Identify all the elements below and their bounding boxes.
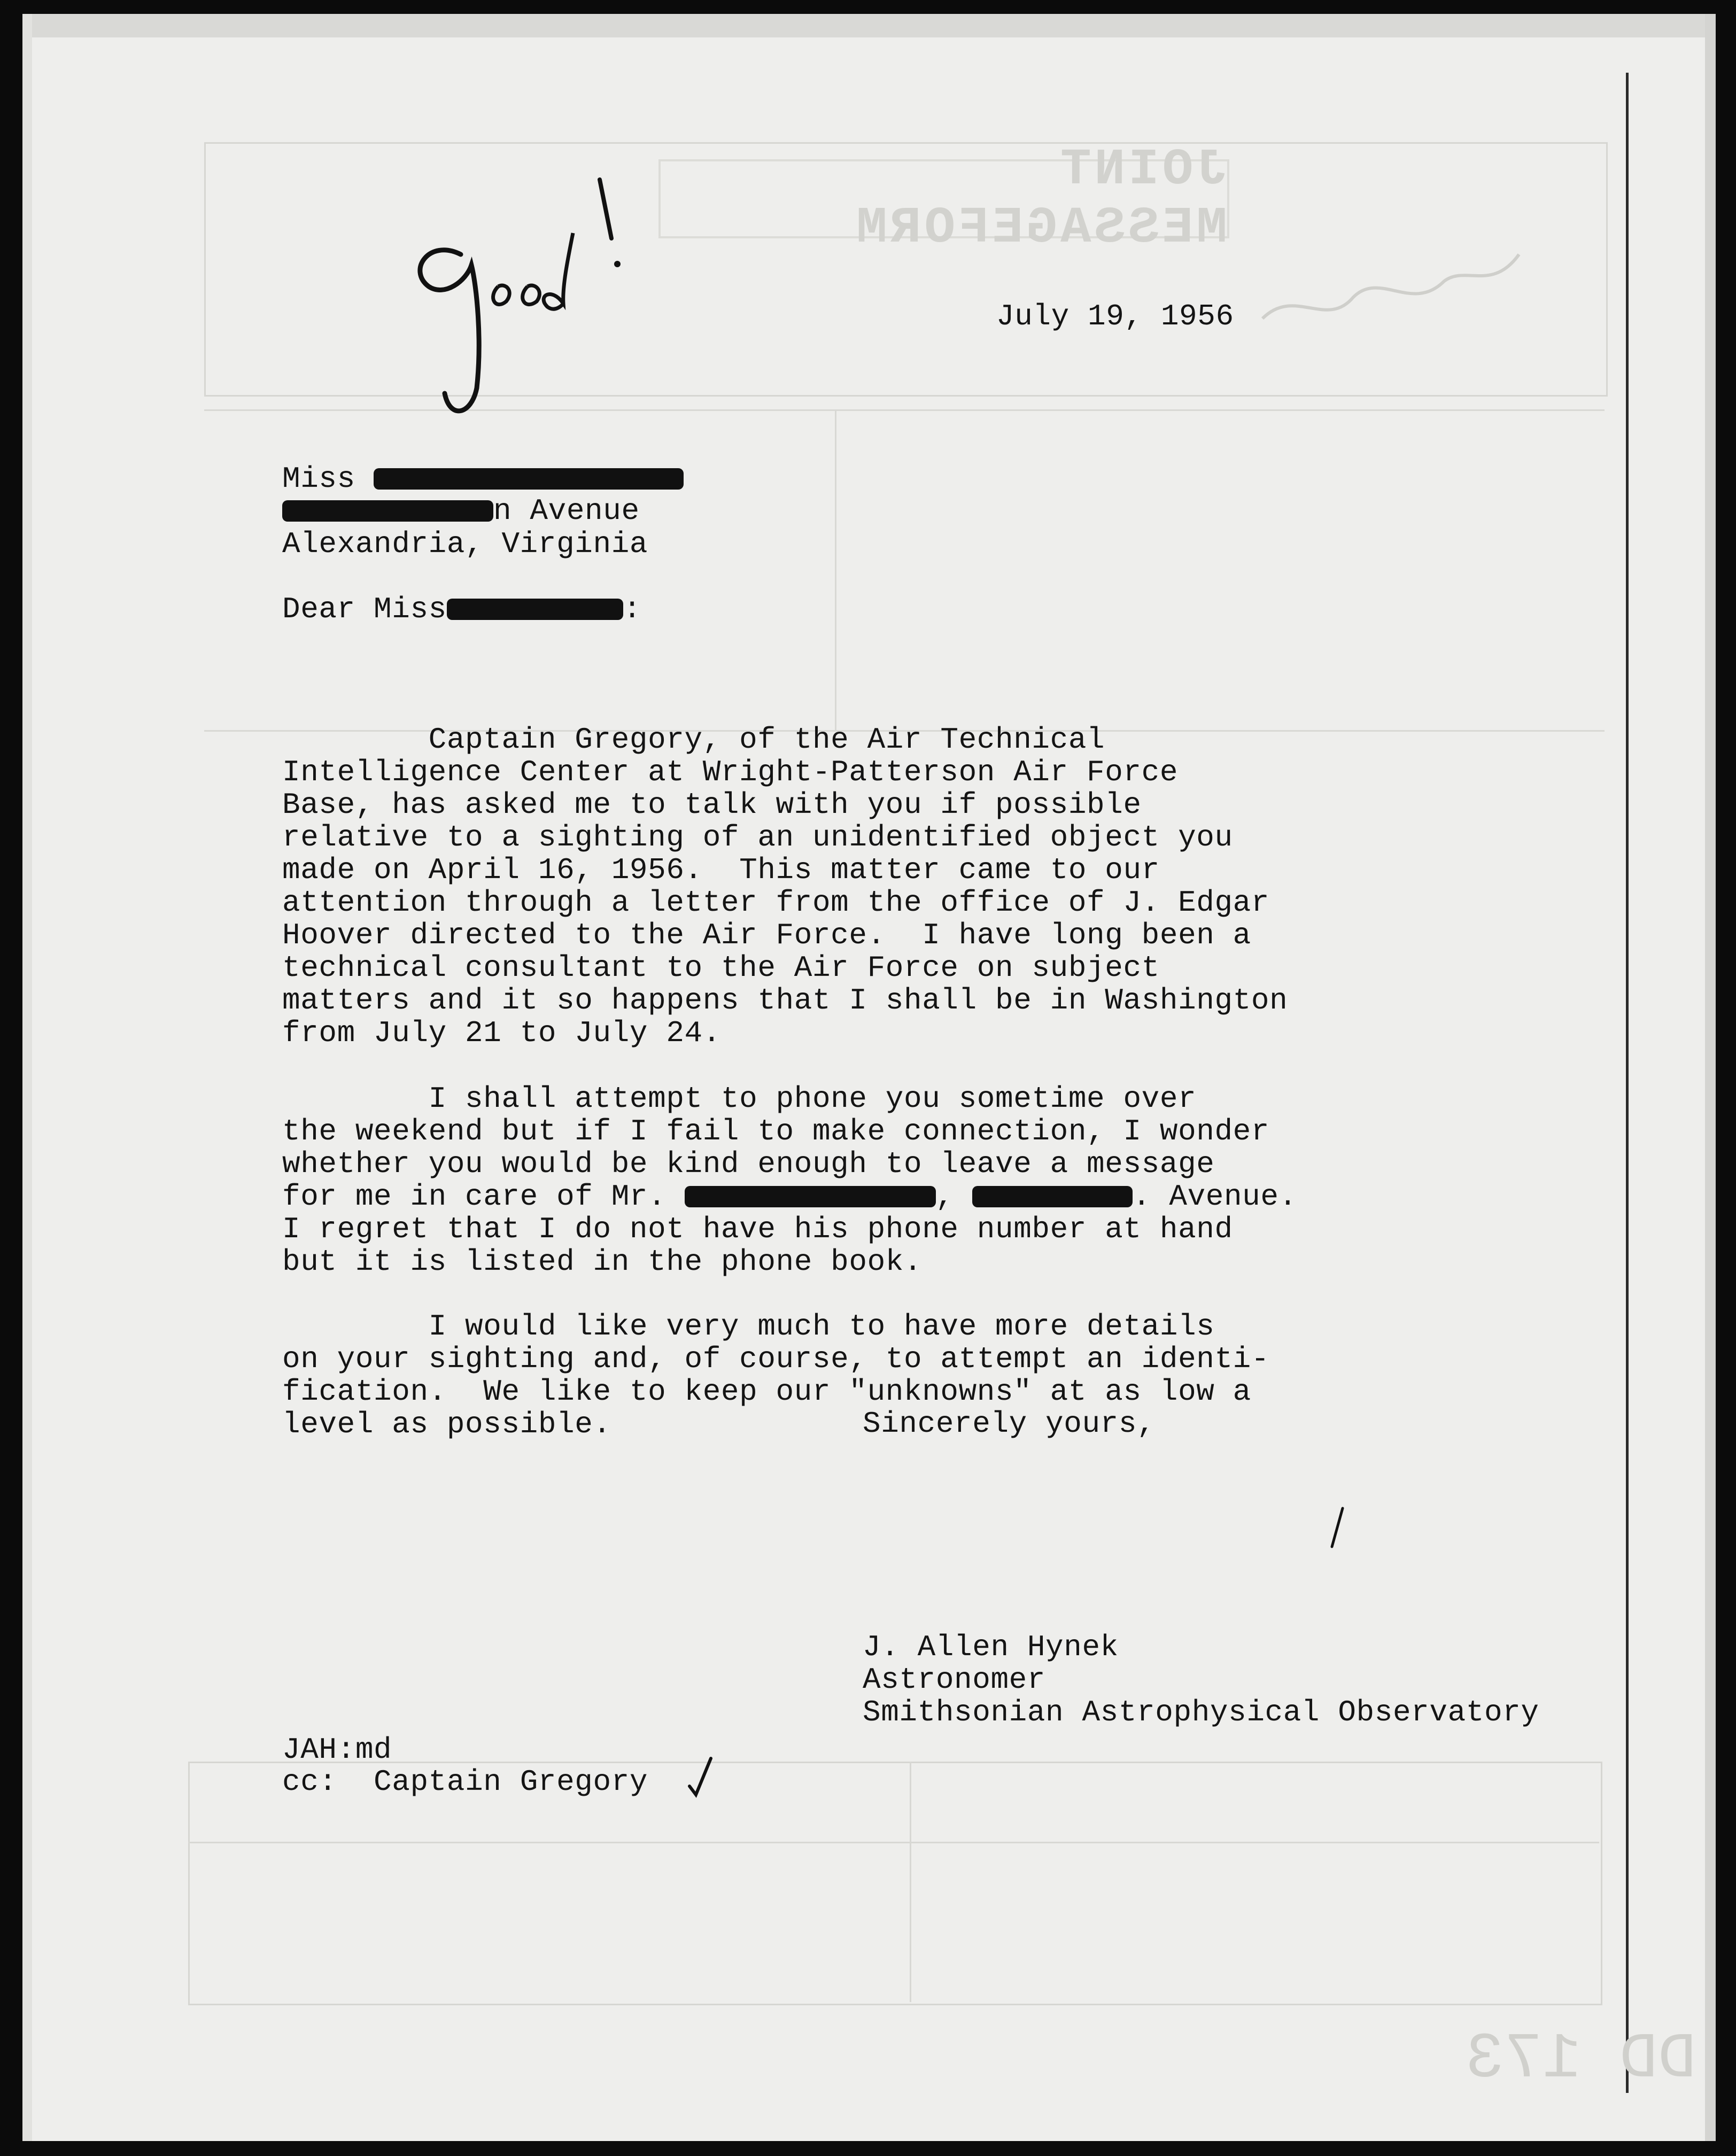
redacted-contact-name [685,1186,936,1207]
signer-institution: Smithsonian Astrophysical Observatory [863,1695,1539,1730]
paragraph-1-line: relative to a sighting of an unidentified object you [282,820,1233,855]
document-sheet [22,14,1716,2141]
paragraph-2-line: the weekend but if I fail to make connection, I wonder [282,1114,1270,1149]
greeting [282,593,641,625]
reference-initials: JAH:md [282,1733,392,1767]
pen-tick-mark [1327,1504,1348,1552]
care-of-start: for me in care of Mr. [282,1180,685,1214]
scan-border-line [1626,73,1629,2093]
paragraph-2-line: I regret that I do not have his phone number at hand [282,1212,1233,1246]
scan-left-edge [22,14,32,2141]
paragraph-3-line: fication. We like to keep our "unknowns" at as low a [282,1375,1251,1409]
ghost-form-rule [188,1842,1599,1843]
closing: Sincerely yours, [863,1407,1156,1441]
paragraph-1-line: technical consultant to the Air Force on subject [282,951,1160,985]
paragraph-1-line: attention through a letter from the office of J. Edgar [282,886,1270,920]
checkmark-icon [685,1754,717,1802]
street-suffix: n Avenue [493,494,640,528]
signer-name: J. Allen Hynek [863,1630,1119,1664]
paragraph-3-line: on your sighting and, of course, to attempt an identi- [282,1342,1270,1376]
recipient-city: Alexandria, Virginia [282,527,648,561]
care-of-mid: , [935,1180,972,1214]
letter-date: July 19, 1956 [996,299,1234,334]
paragraph-1-line: Base, has asked me to talk with you if possible [282,788,1142,822]
redacted-greeting-name [447,599,623,620]
scan-top-edge [22,14,1716,37]
signature-block [863,1566,1539,1794]
scan-right-edge [1705,14,1716,2141]
paragraph-3-line: I would like very much to have more details [282,1309,1215,1344]
ghost-form-heading: JOINT MESSAGEFORM [658,159,1229,238]
paragraph-1-line: made on April 16, 1956. This matter came to our [282,853,1160,887]
paragraph-3-line: level as possible. [282,1407,611,1441]
salutation-prefix: Miss [282,462,355,496]
recipient-line-2 [282,495,640,527]
paragraph-2-line: whether you would be kind enough to leave a message [282,1147,1215,1181]
cc-label: cc: [282,1765,337,1799]
paragraph-2-care-of-line [282,1181,1297,1213]
paragraph-1-line: from July 21 to July 24. [282,1016,721,1050]
care-of-end: . Avenue. [1132,1180,1297,1214]
recipient-line-1 [282,463,684,495]
greeting-text: Dear Miss [282,592,447,626]
paragraph-1-line: Hoover directed to the Air Force. I have long been a [282,918,1251,952]
paragraph-1-line: Intelligence Center at Wright-Patterson Air Force [282,755,1179,789]
greeting-end: : [623,592,642,626]
paragraph-1-line: Captain Gregory, of the Air Technical [282,723,1105,757]
cc-line [282,1766,648,1798]
ghost-form-rule [910,1762,911,2002]
paragraph-2-line: but it is listed in the phone book. [282,1245,923,1279]
cc-name: Captain Gregory [374,1765,648,1799]
signer-title: Astronomer [863,1663,1046,1697]
redacted-street-name [282,500,493,522]
paragraph-2-line: I shall attempt to phone you sometime over [282,1082,1197,1116]
handwritten-good-note [397,164,675,441]
faint-pencil-mark [1252,222,1530,351]
paragraph-3 [282,1245,1269,1506]
paragraph-1-line: matters and it so happens that I shall be in Washington [282,983,1288,1018]
redacted-contact-street [972,1186,1133,1207]
redacted-recipient-name [374,468,684,490]
ghost-form-number: DD 173 [1466,2023,1697,2096]
